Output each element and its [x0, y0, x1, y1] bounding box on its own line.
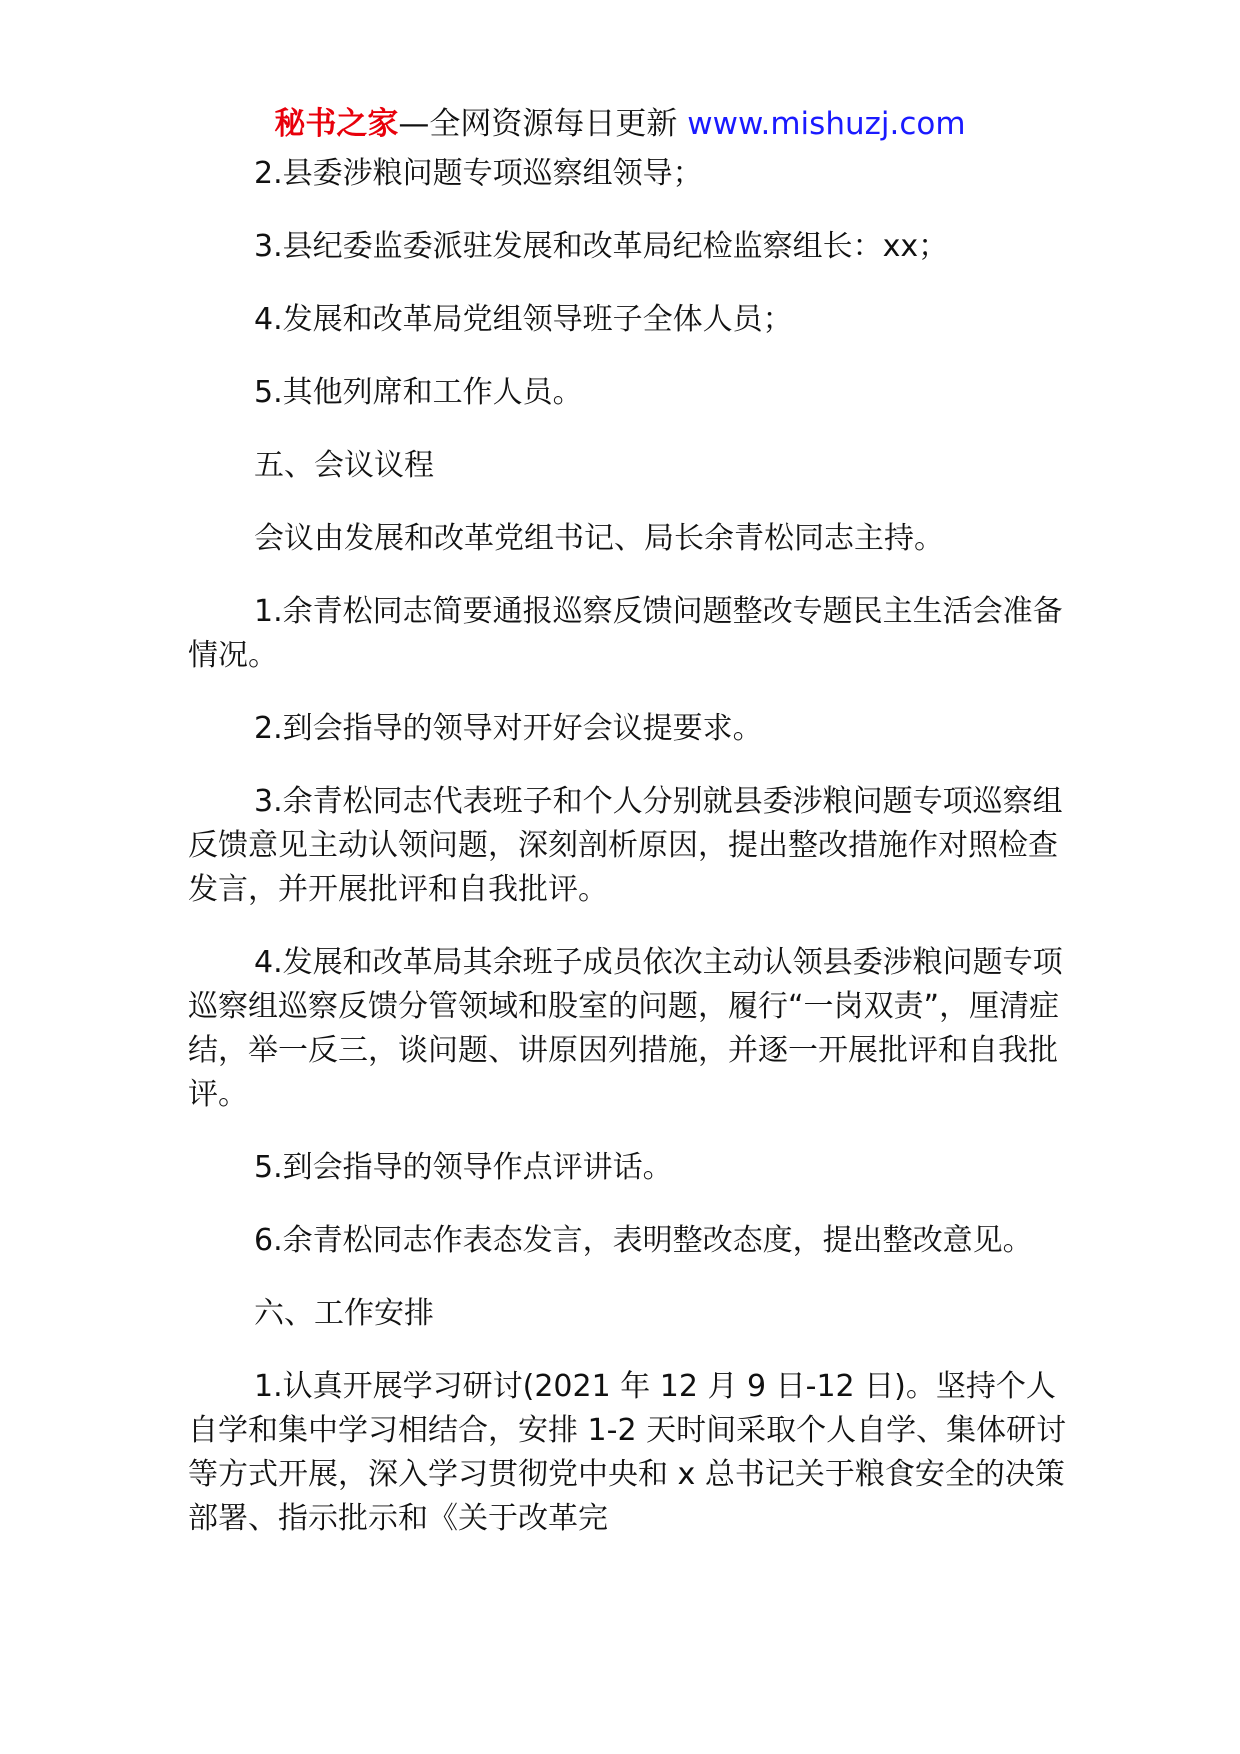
brand-name: 秘书之家 [274, 106, 399, 142]
agenda-item-2: 2.到会指导的领导对开好会议提要求。 [254, 711, 763, 746]
list-item-invitee-3: 3.县纪委监委派驻发展和改革局纪检监察组长：xx； [254, 229, 949, 264]
arrangement-item-1: 1.认真开展学习研讨(2021 年 12 月 9 日-12 日)。坚持个人自学和集中学习相结合，安排 1-2 天时间采取个人自学、集体研讨等方式开展，深入学习贯彻党中央和 x 总书记关于粮食安全的决策部署、指示批示和《关于改革完 [188, 1369, 1067, 1536]
list-item-invitee-4: 4.发展和改革局党组领导班子全体人员； [254, 302, 793, 337]
site-header [0, 104, 1240, 144]
agenda-item-1: 1.余青松同志简要通报巡察反馈问题整改专题民主生活会准备情况。 [188, 594, 1063, 673]
list-item-invitee-2: 2.县委涉粮问题专项巡察组领导； [254, 156, 703, 191]
list-item-invitee-5: 5.其他列席和工作人员。 [254, 375, 583, 410]
section-heading-arrangements: 六、工作安排 [254, 1296, 434, 1331]
section-heading-agenda: 五、会议议程 [254, 448, 434, 483]
agenda-item-3: 3.余青松同志代表班子和个人分别就县委涉粮问题专项巡察组反馈意见主动认领问题，深刻剖析原因，提出整改措施作对照检查发言，并开展批评和自我批评。 [188, 784, 1063, 907]
header-tagline: —全网资源每日更新 [398, 106, 688, 142]
document-body [188, 152, 1068, 1570]
agenda-item-6: 6.余青松同志作表态发言，表明整改态度，提出整改意见。 [254, 1223, 1033, 1258]
agenda-item-4: 4.发展和改革局其余班子成员依次主动认领县委涉粮问题专项巡察组巡察反馈分管领域和股室的问题，履行“一岗双责”，厘清症结，举一反三，谈问题、讲原因列措施，并逐一开展批评和自我批评。 [188, 945, 1063, 1112]
site-url-link[interactable]: www.mishuzj.com [687, 106, 966, 142]
agenda-item-5: 5.到会指导的领导作点评讲话。 [254, 1150, 673, 1185]
agenda-intro: 会议由发展和改革党组书记、局长余青松同志主持。 [254, 521, 944, 556]
